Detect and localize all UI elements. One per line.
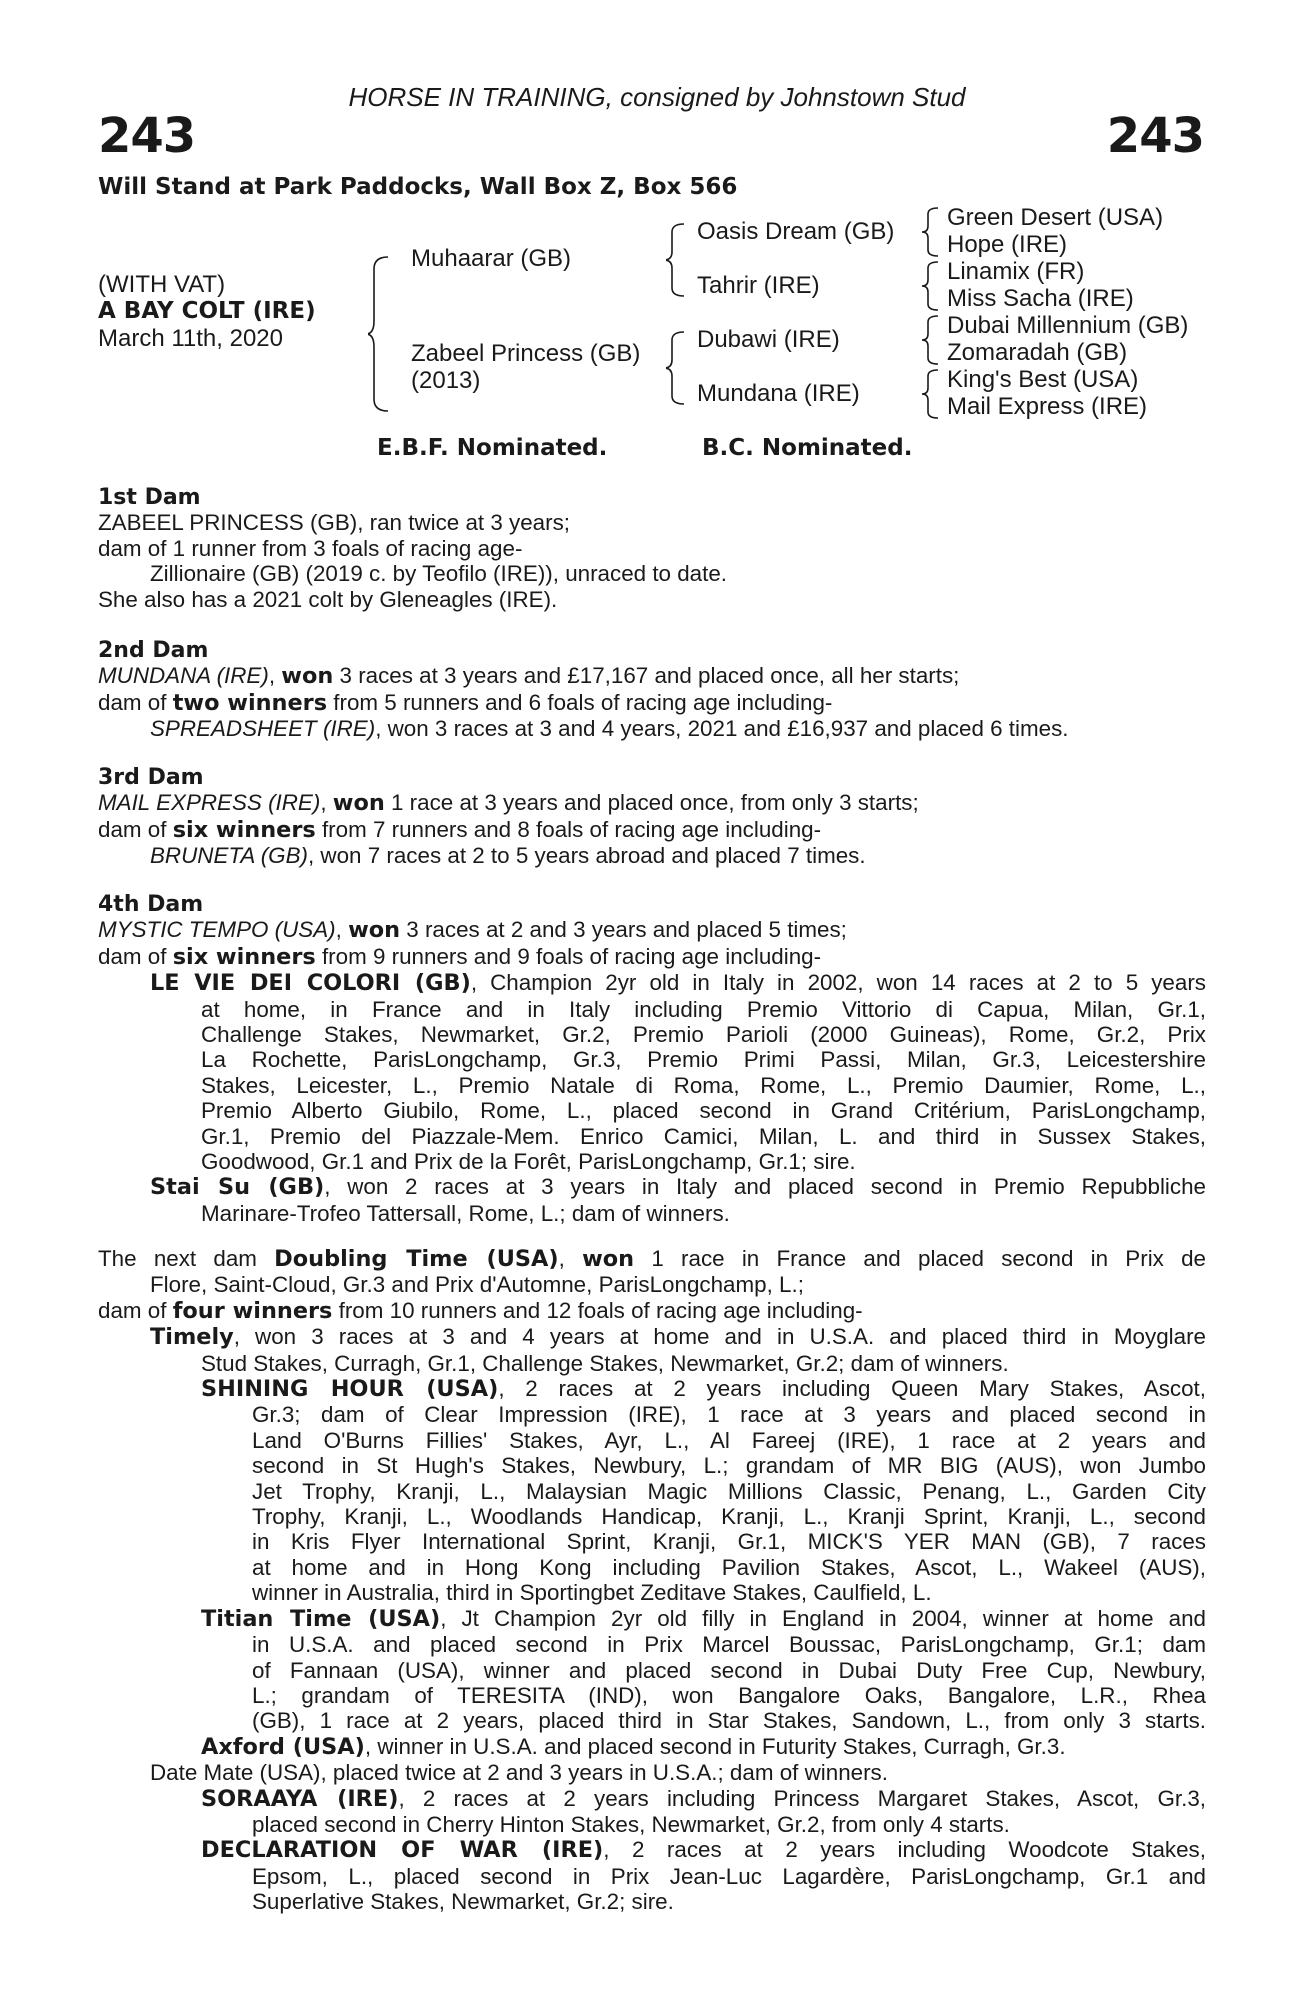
vat-note: (WITH VAT) <box>98 271 226 298</box>
fourth-dam-heading: 4th Dam <box>98 892 204 917</box>
progeny-line: Titian Time (USA), Jt Champion 2yr old filly in England in 2004, winner at home and <box>201 1605 1206 1632</box>
pedigree-sss: Green Desert (USA) <box>947 204 1164 231</box>
fourth-dam-line: dam of six winners from 9 runners and 9 foals of racing age including- <box>98 943 822 970</box>
progeny-line: SHINING HOUR (USA), 2 races at 2 years including Queen Mary Stakes, Ascot, <box>201 1376 1206 1403</box>
third-dam-line: dam of six winners from 7 runners and 8 foals of racing age including- <box>98 816 822 843</box>
pedigree-brace-main <box>368 255 392 413</box>
pedigree-ddd: Mail Express (IRE) <box>947 393 1148 420</box>
progeny-line: Stakes, Leicester, L., Premio Natale di Roma, Rome, L., Premio Daumier, Rome, L., <box>201 1072 1206 1098</box>
pedigree-dds: King's Best (USA) <box>947 366 1139 393</box>
progeny-line: at home, in France and in Italy including Premio Vittorio di Capua, Milan, Gr.1, <box>201 996 1206 1022</box>
pedigree-sds: Linamix (FR) <box>947 258 1085 285</box>
first-dam-heading: 1st Dam <box>98 485 201 510</box>
pedigree-dam-dam: Mundana (IRE) <box>697 380 860 407</box>
lot-number-right: 243 <box>1106 108 1204 164</box>
fourth-dam-line: MYSTIC TEMPO (USA), won 3 races at 2 and 3 years and placed 5 times; <box>98 917 847 944</box>
pedigree-sire: Muhaarar (GB) <box>411 245 572 272</box>
progeny-line: in Kris Flyer International Sprint, Kranji, Gr.1, MICK'S YER MAN (GB), 7 races <box>252 1529 1206 1555</box>
lot-number-left: 243 <box>98 108 196 164</box>
pedigree-dsd: Zomaradah (GB) <box>947 339 1128 366</box>
progeny-line: SORAAYA (IRE), 2 races at 2 years including Princess Margaret Stakes, Ascot, Gr.3, <box>201 1785 1206 1812</box>
fourth-dam-section <box>98 892 1206 1226</box>
pedigree-dss: Dubai Millennium (GB) <box>947 312 1189 339</box>
next-dam-line: The next dam Doubling Time (USA), won 1 race in France and placed second in Prix de <box>98 1246 1207 1272</box>
second-dam-line: MUNDANA (IRE), won 3 races at 3 years and £17,167 and placed once, all her starts; <box>98 663 960 690</box>
horse-dob: March 11th, 2020 <box>98 325 284 352</box>
first-dam-line: She also has a 2021 colt by Gleneagles (IRE). <box>98 586 558 612</box>
pedigree-brace-sd <box>922 260 942 312</box>
first-dam-line: Zillionaire (GB) (2019 c. by Teofilo (IRE)), unraced to date. <box>150 561 728 587</box>
progeny-line: Gr.3; dam of Clear Impression (IRE), 1 race at 3 years and placed second in <box>252 1402 1206 1428</box>
third-dam-line: BRUNETA (GB), won 7 races at 2 to 5 years abroad and placed 7 times. <box>150 843 866 869</box>
horse-name: A BAY COLT (IRE) <box>98 298 316 324</box>
third-dam-line: MAIL EXPRESS (IRE), won 1 race at 3 years and placed once, from only 3 starts; <box>98 790 919 817</box>
next-dam-line: dam of four winners from 10 runners and 12 foals of racing age including- <box>98 1297 863 1324</box>
progeny-line: Gr.1, Premio del Piazzale-Mem. Enrico Camici, Milan, L. and third in Sussex Stakes, <box>201 1123 1206 1149</box>
pedigree-brace-dd <box>922 368 942 420</box>
progeny-line: Land O'Burns Fillies' Stakes, Ayr, L., Al Fareej (IRE), 1 race at 2 years and <box>252 1427 1206 1453</box>
page-header: HORSE IN TRAINING, consigned by Johnstown Stud <box>348 82 966 112</box>
stand-location: Will Stand at Park Paddocks, Wall Box Z, Box 566 <box>98 174 738 200</box>
progeny-line: La Rochette, ParisLongchamp, Gr.3, Premio Primi Passi, Milan, Gr.3, Leicestershire <box>201 1047 1206 1073</box>
pedigree-brace-ss <box>922 206 942 258</box>
progeny-line: of Fannaan (USA), winner and placed second in Dubai Duty Free Cup, Newbury, <box>252 1657 1206 1683</box>
first-dam-line: ZABEEL PRINCESS (GB), ran twice at 3 years; <box>98 510 571 536</box>
progeny-line: Marinare-Trofeo Tattersall, Rome, L.; dam of winners. <box>201 1200 730 1226</box>
progeny-line: Axford (USA), winner in U.S.A. and placed second in Futurity Stakes, Curragh, Gr.3. <box>201 1733 1066 1760</box>
progeny-line: (GB), 1 race at 2 years, placed third in Star Stakes, Sandown, L., from only 3 starts. <box>252 1708 1206 1734</box>
progeny-line: Timely, won 3 races at 3 and 4 years at home and in U.S.A. and placed third in Moyglare <box>150 1324 1206 1351</box>
second-dam-line: dam of two winners from 5 runners and 6 foals of racing age including- <box>98 689 833 716</box>
progeny-line: L.; grandam of TERESITA (IND), won Bangalore Oaks, Bangalore, L.R., Rhea <box>252 1682 1206 1708</box>
next-dam-line: Flore, Saint-Cloud, Gr.3 and Prix d'Automne, ParisLongchamp, L.; <box>150 1272 804 1298</box>
progeny-line: Goodwood, Gr.1 and Prix de la Forêt, ParisLongchamp, Gr.1; sire. <box>201 1149 856 1175</box>
progeny-line: at home and in Hong Kong including Pavilion Stakes, Ascot, L., Wakeel (AUS), <box>252 1554 1206 1580</box>
pedigree-brace-dam <box>666 330 688 406</box>
second-dam-section <box>98 638 1206 742</box>
progeny-line: LE VIE DEI COLORI (GB), Champion 2yr old in Italy in 2002, won 14 races at 2 to 5 years <box>150 970 1206 997</box>
second-dam-line: SPREADSHEET (IRE), won 3 races at 3 and 4 years, 2021 and £16,937 and placed 6 times. <box>150 716 1069 742</box>
progeny-line: Challenge Stakes, Newmarket, Gr.2, Premio Parioli (2000 Guineas), Rome, Gr.2, Prix <box>201 1022 1206 1048</box>
progeny-line: second in St Hugh's Stakes, Newbury, L.; grandam of MR BIG (AUS), won Jumbo <box>252 1453 1206 1479</box>
pedigree-dam: Zabeel Princess (GB) <box>411 340 641 367</box>
progeny-line: Trophy, Kranji, L., Woodlands Handicap, Kranji, L., Kranji Sprint, Kranji, L., second <box>252 1504 1206 1530</box>
third-dam-section <box>98 765 1206 869</box>
first-dam-section <box>98 485 1206 612</box>
progeny-line: placed second in Cherry Hinton Stakes, Newmarket, Gr.2, from only 4 starts. <box>252 1811 1010 1837</box>
progeny-line: Jet Trophy, Kranji, L., Malaysian Magic Millions Classic, Penang, L., Garden City <box>252 1478 1206 1504</box>
next-dam-section <box>98 1246 1206 1915</box>
progeny-line: in U.S.A. and placed second in Prix Marcel Boussac, ParisLongchamp, Gr.1; dam <box>252 1632 1206 1658</box>
third-dam-heading: 3rd Dam <box>98 765 204 790</box>
pedigree-brace-sire <box>666 222 688 298</box>
progeny-line: Epsom, L., placed second in Prix Jean-Luc Lagardère, ParisLongchamp, Gr.1 and <box>252 1863 1206 1889</box>
progeny-line: Stai Su (GB), won 2 races at 3 years in Italy and placed second in Premio Repubbliche <box>150 1174 1206 1201</box>
first-dam-line: dam of 1 runner from 3 foals of racing age- <box>98 535 523 561</box>
pedigree-sire-sire: Oasis Dream (GB) <box>697 218 895 245</box>
progeny-line: winner in Australia, third in Sportingbet Zeditave Stakes, Caulfield, L. <box>252 1580 932 1606</box>
pedigree-dam-sire: Dubawi (IRE) <box>697 326 840 353</box>
pedigree-sire-dam: Tahrir (IRE) <box>697 272 820 299</box>
bc-nominated: B.C. Nominated. <box>702 435 913 461</box>
progeny-line: Date Mate (USA), placed twice at 2 and 3 years in U.S.A.; dam of winners. <box>150 1760 888 1786</box>
second-dam-heading: 2nd Dam <box>98 638 209 663</box>
pedigree-dam-year: (2013) <box>411 367 481 394</box>
pedigree-ssd: Hope (IRE) <box>947 231 1068 258</box>
progeny-line: Stud Stakes, Curragh, Gr.1, Challenge Stakes, Newmarket, Gr.2; dam of winners. <box>201 1350 1009 1376</box>
pedigree-brace-ds <box>922 314 942 366</box>
pedigree-sdd: Miss Sacha (IRE) <box>947 285 1134 312</box>
progeny-line: DECLARATION OF WAR (IRE), 2 races at 2 years including Woodcote Stakes, <box>201 1837 1206 1864</box>
progeny-line: Premio Alberto Giubilo, Rome, L., placed second in Grand Critérium, ParisLongchamp, <box>201 1098 1206 1124</box>
ebf-nominated: E.B.F. Nominated. <box>377 435 608 461</box>
progeny-line: Superlative Stakes, Newmarket, Gr.2; sire. <box>252 1889 674 1915</box>
